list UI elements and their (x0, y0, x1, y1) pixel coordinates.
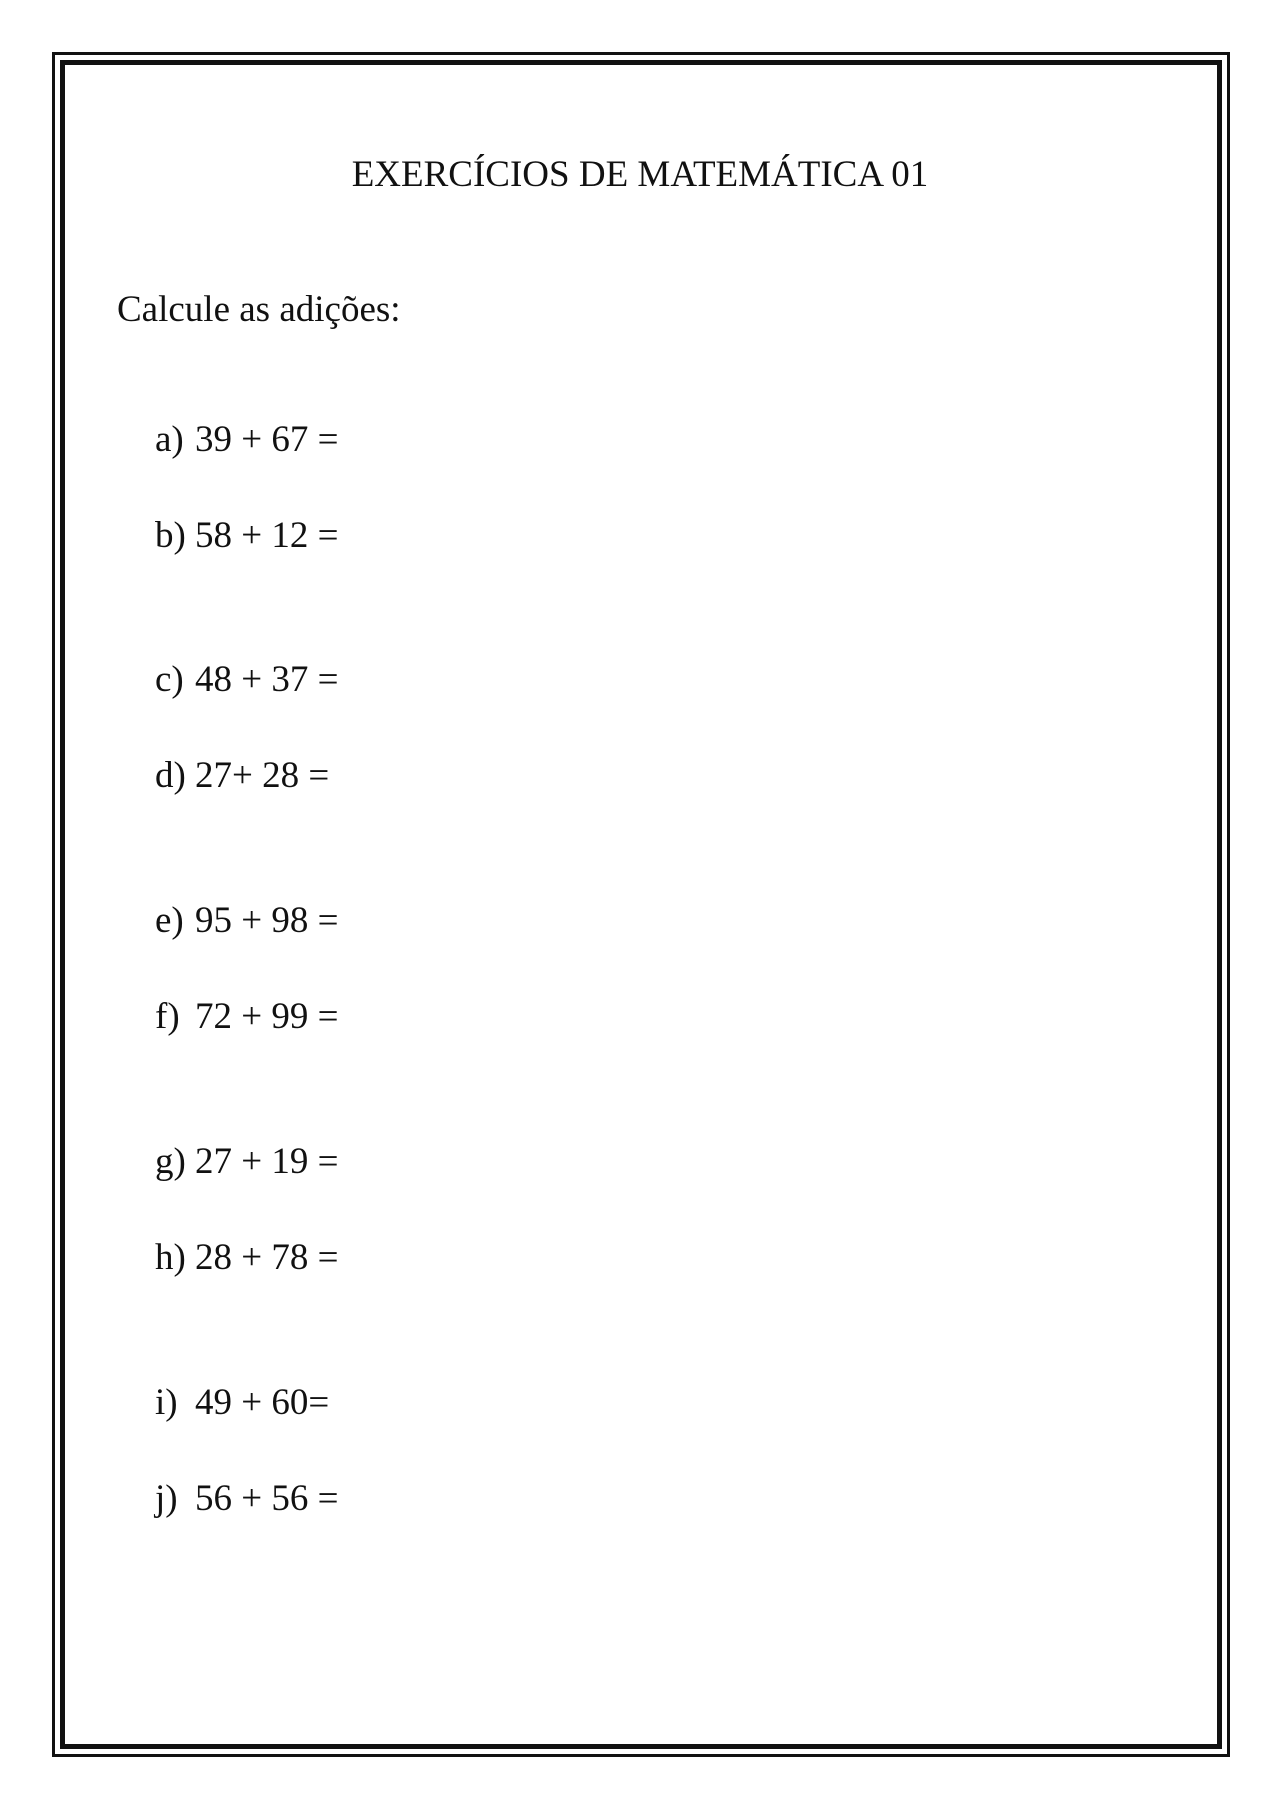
exercise-item (155, 658, 338, 702)
exercise-item (155, 1236, 338, 1280)
exercise-letter: a) (155, 419, 184, 460)
exercise-letter: e) (155, 900, 184, 941)
exercise-expression: 27 + 19 = (195, 1141, 339, 1182)
exercise-expression: 28 + 78 = (195, 1237, 339, 1278)
exercise-item (155, 1140, 338, 1184)
exercise-letter: c) (155, 659, 184, 700)
exercise-expression: 72 + 99 = (195, 996, 339, 1037)
exercise-item (155, 418, 338, 462)
exercise-item (155, 514, 338, 558)
exercise-item (155, 1477, 338, 1521)
exercise-expression: 58 + 12 = (195, 515, 339, 556)
exercise-letter: g) (155, 1141, 186, 1182)
exercise-expression: 48 + 37 = (195, 659, 339, 700)
exercise-expression: 39 + 67 = (195, 419, 339, 460)
exercise-letter: b) (155, 515, 186, 556)
exercise-item (155, 899, 338, 943)
exercise-expression: 95 + 98 = (195, 900, 339, 941)
exercise-item (155, 1381, 329, 1425)
exercise-expression: 27+ 28 = (195, 755, 330, 796)
exercise-item (155, 754, 329, 798)
exercise-letter: f) (155, 996, 180, 1037)
exercise-item (155, 995, 338, 1039)
page-title: EXERCÍCIOS DE MATEMÁTICA 01 (351, 154, 929, 195)
instruction-text: Calcule as adições: (117, 289, 401, 330)
exercise-expression: 56 + 56 = (195, 1478, 339, 1519)
exercise-expression: 49 + 60= (195, 1382, 330, 1423)
exercise-letter: d) (155, 755, 186, 796)
exercise-letter: j) (155, 1478, 178, 1519)
exercise-letter: i) (155, 1382, 178, 1423)
exercise-letter: h) (155, 1237, 186, 1278)
